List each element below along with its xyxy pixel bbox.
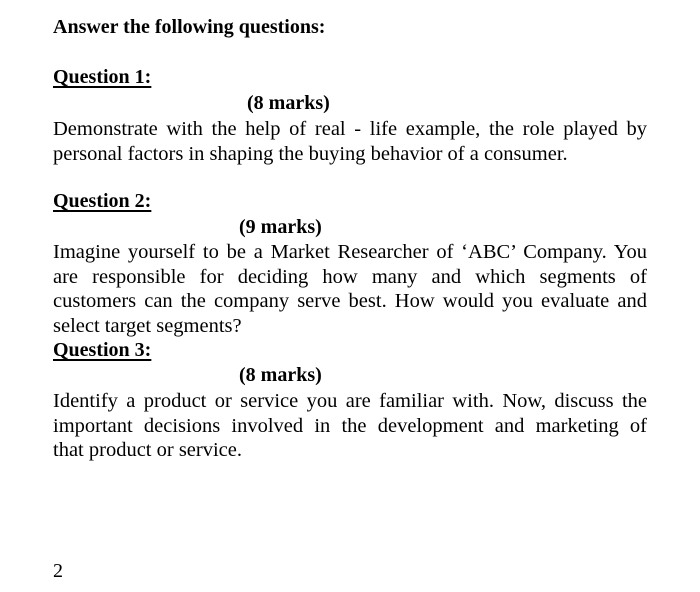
page-number: 2 [53, 560, 63, 582]
question-3-text [53, 389, 647, 463]
question-2-title: Question 2: [53, 190, 152, 212]
question-3-line-1: Identify a product or service you are familiar with. Now, discuss the [53, 390, 647, 412]
question-3-line-3: that product or service. [53, 439, 242, 461]
question-1-title: Question 1: [53, 66, 152, 88]
question-3-marks: (8 marks) [239, 364, 322, 386]
question-1-line-1: Demonstrate with the help of real - life example, the role played by [53, 118, 647, 140]
question-2-line-4: select target segments? [53, 314, 242, 337]
question-1-text [53, 117, 647, 166]
question-1-marks: (8 marks) [247, 92, 330, 114]
question-3-line-2: important decisions involved in the development and marketing of [53, 414, 647, 437]
question-2-marks: (9 marks) [239, 216, 322, 238]
question-2-line-3: customers can the company serve best. How would you evaluate and [53, 290, 647, 312]
question-1-line-2: personal factors in shaping the buying behavior of a consumer. [53, 142, 568, 165]
question-2-line-1: Imagine yourself to be a Market Researcher of ‘ABC’ Company. You [53, 241, 647, 263]
question-3-title: Question 3: [53, 339, 152, 361]
question-2-text [53, 240, 647, 338]
question-2-line-2: are responsible for deciding how many and which segments of [53, 265, 647, 288]
page-heading: Answer the following questions: [53, 16, 326, 38]
